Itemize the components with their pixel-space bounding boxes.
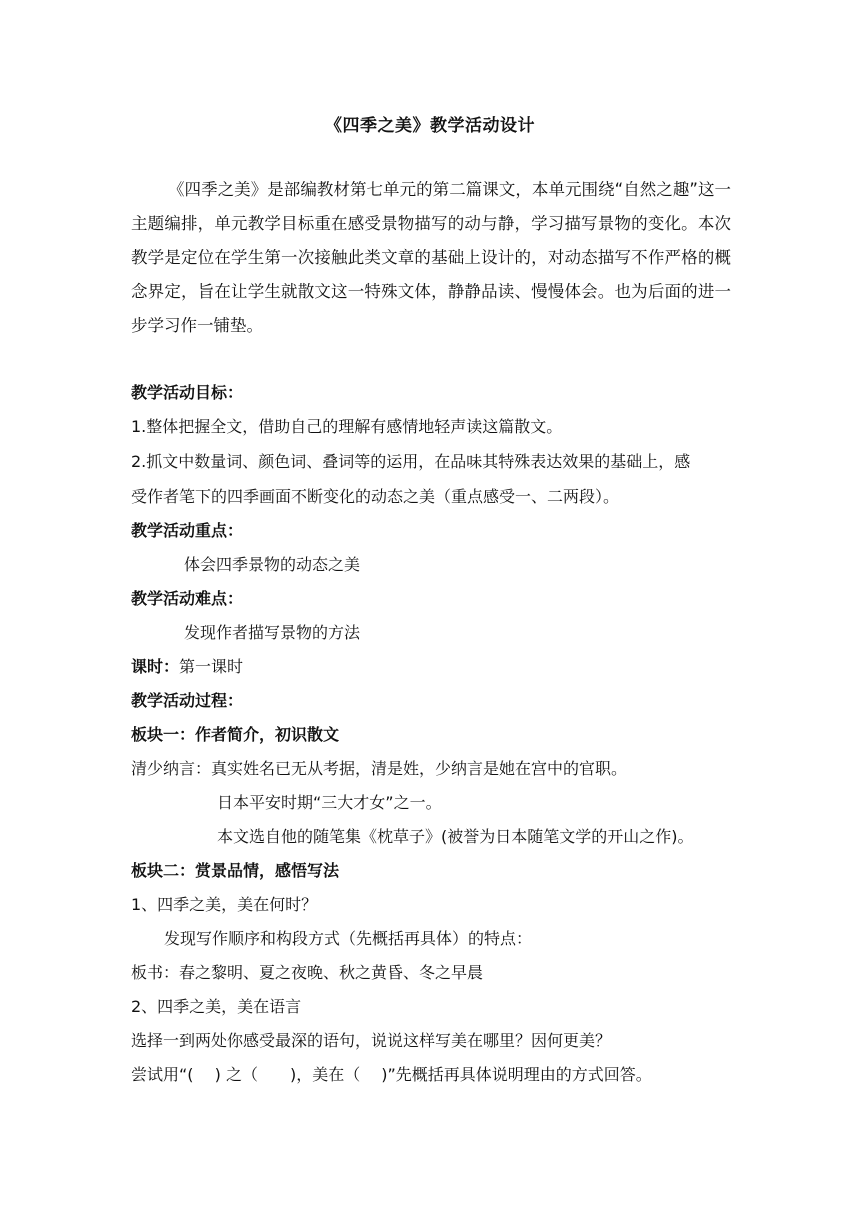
intro-text: 《四季之美》是部编教材第七单元的第二篇课文，本单元围绕“自然之趣”这一主题编排，单元教学目标重在感受景物描写的动与静，学习描写景物的变化。本次教学是定位在学生第一次接触此类文章的基础上设计的，对动态描写不作严格的概念界定，旨在让学生就散文这一特殊文体，静静品读、慢慢体会。也为后面的进一步学习作一铺垫。 (131, 180, 731, 335)
lesson-text: 第一课时 (179, 657, 244, 676)
block1-heading: 板块一：作者简介，初识散文 (131, 725, 340, 744)
block2-heading: 板块二：赏景品情，感悟写法 (131, 861, 340, 880)
question-1: 1、四季之美，美在何时？ (131, 895, 318, 914)
difficulty-heading: 教学活动难点： (131, 589, 244, 608)
key-point-heading: 教学活动重点： (131, 521, 244, 540)
key-point-text: 体会四季景物的动态之美 (184, 555, 361, 574)
author-line-2: 日本平安时期“三大才女”之一。 (217, 793, 442, 812)
difficulty-text: 发现作者描写景物的方法 (184, 623, 361, 642)
objective-item-2-line-1: 2.抓文中数量词、颜色词、叠词等的运用，在品味其特殊表达效果的基础上，感 (131, 452, 691, 471)
lesson-line (131, 654, 243, 677)
intro-paragraph (131, 173, 731, 343)
question-2-line-2: 尝试用“( ) 之（ )，美在（ )”先概括再具体说明理由的方式回答。 (131, 1065, 652, 1084)
objective-item-1: 1.整体把握全文，借助自己的理解有感情地轻声读这篇散文。 (131, 417, 563, 436)
question-1-note: 发现写作顺序和构段方式（先概括再具体）的特点： (164, 929, 533, 948)
question-2-line-1: 选择一到两处你感受最深的语句，说说这样写美在哪里？因何更美？ (131, 1031, 612, 1050)
objective-item-2-line-2: 受作者笔下的四季画面不断变化的动态之美（重点感受一、二两段）。 (131, 487, 620, 506)
author-line-1: 清少纳言：真实姓名已无从考据，清是姓，少纳言是她在宫中的官职。 (131, 759, 628, 778)
lesson-label: 课时： (131, 657, 180, 676)
process-heading: 教学活动过程： (131, 691, 244, 710)
board-writing: 板书：春之黎明、夏之夜晚、秋之黄昏、冬之早晨 (131, 963, 484, 982)
objectives-heading: 教学活动目标： (131, 383, 244, 402)
page-title: 《四季之美》教学活动设计 (325, 116, 535, 136)
author-line-3: 本文选自他的随笔集《枕草子》(被誉为日本随笔文学的开山之作)。 (217, 827, 694, 846)
question-2: 2、四季之美，美在语言 (131, 997, 302, 1016)
